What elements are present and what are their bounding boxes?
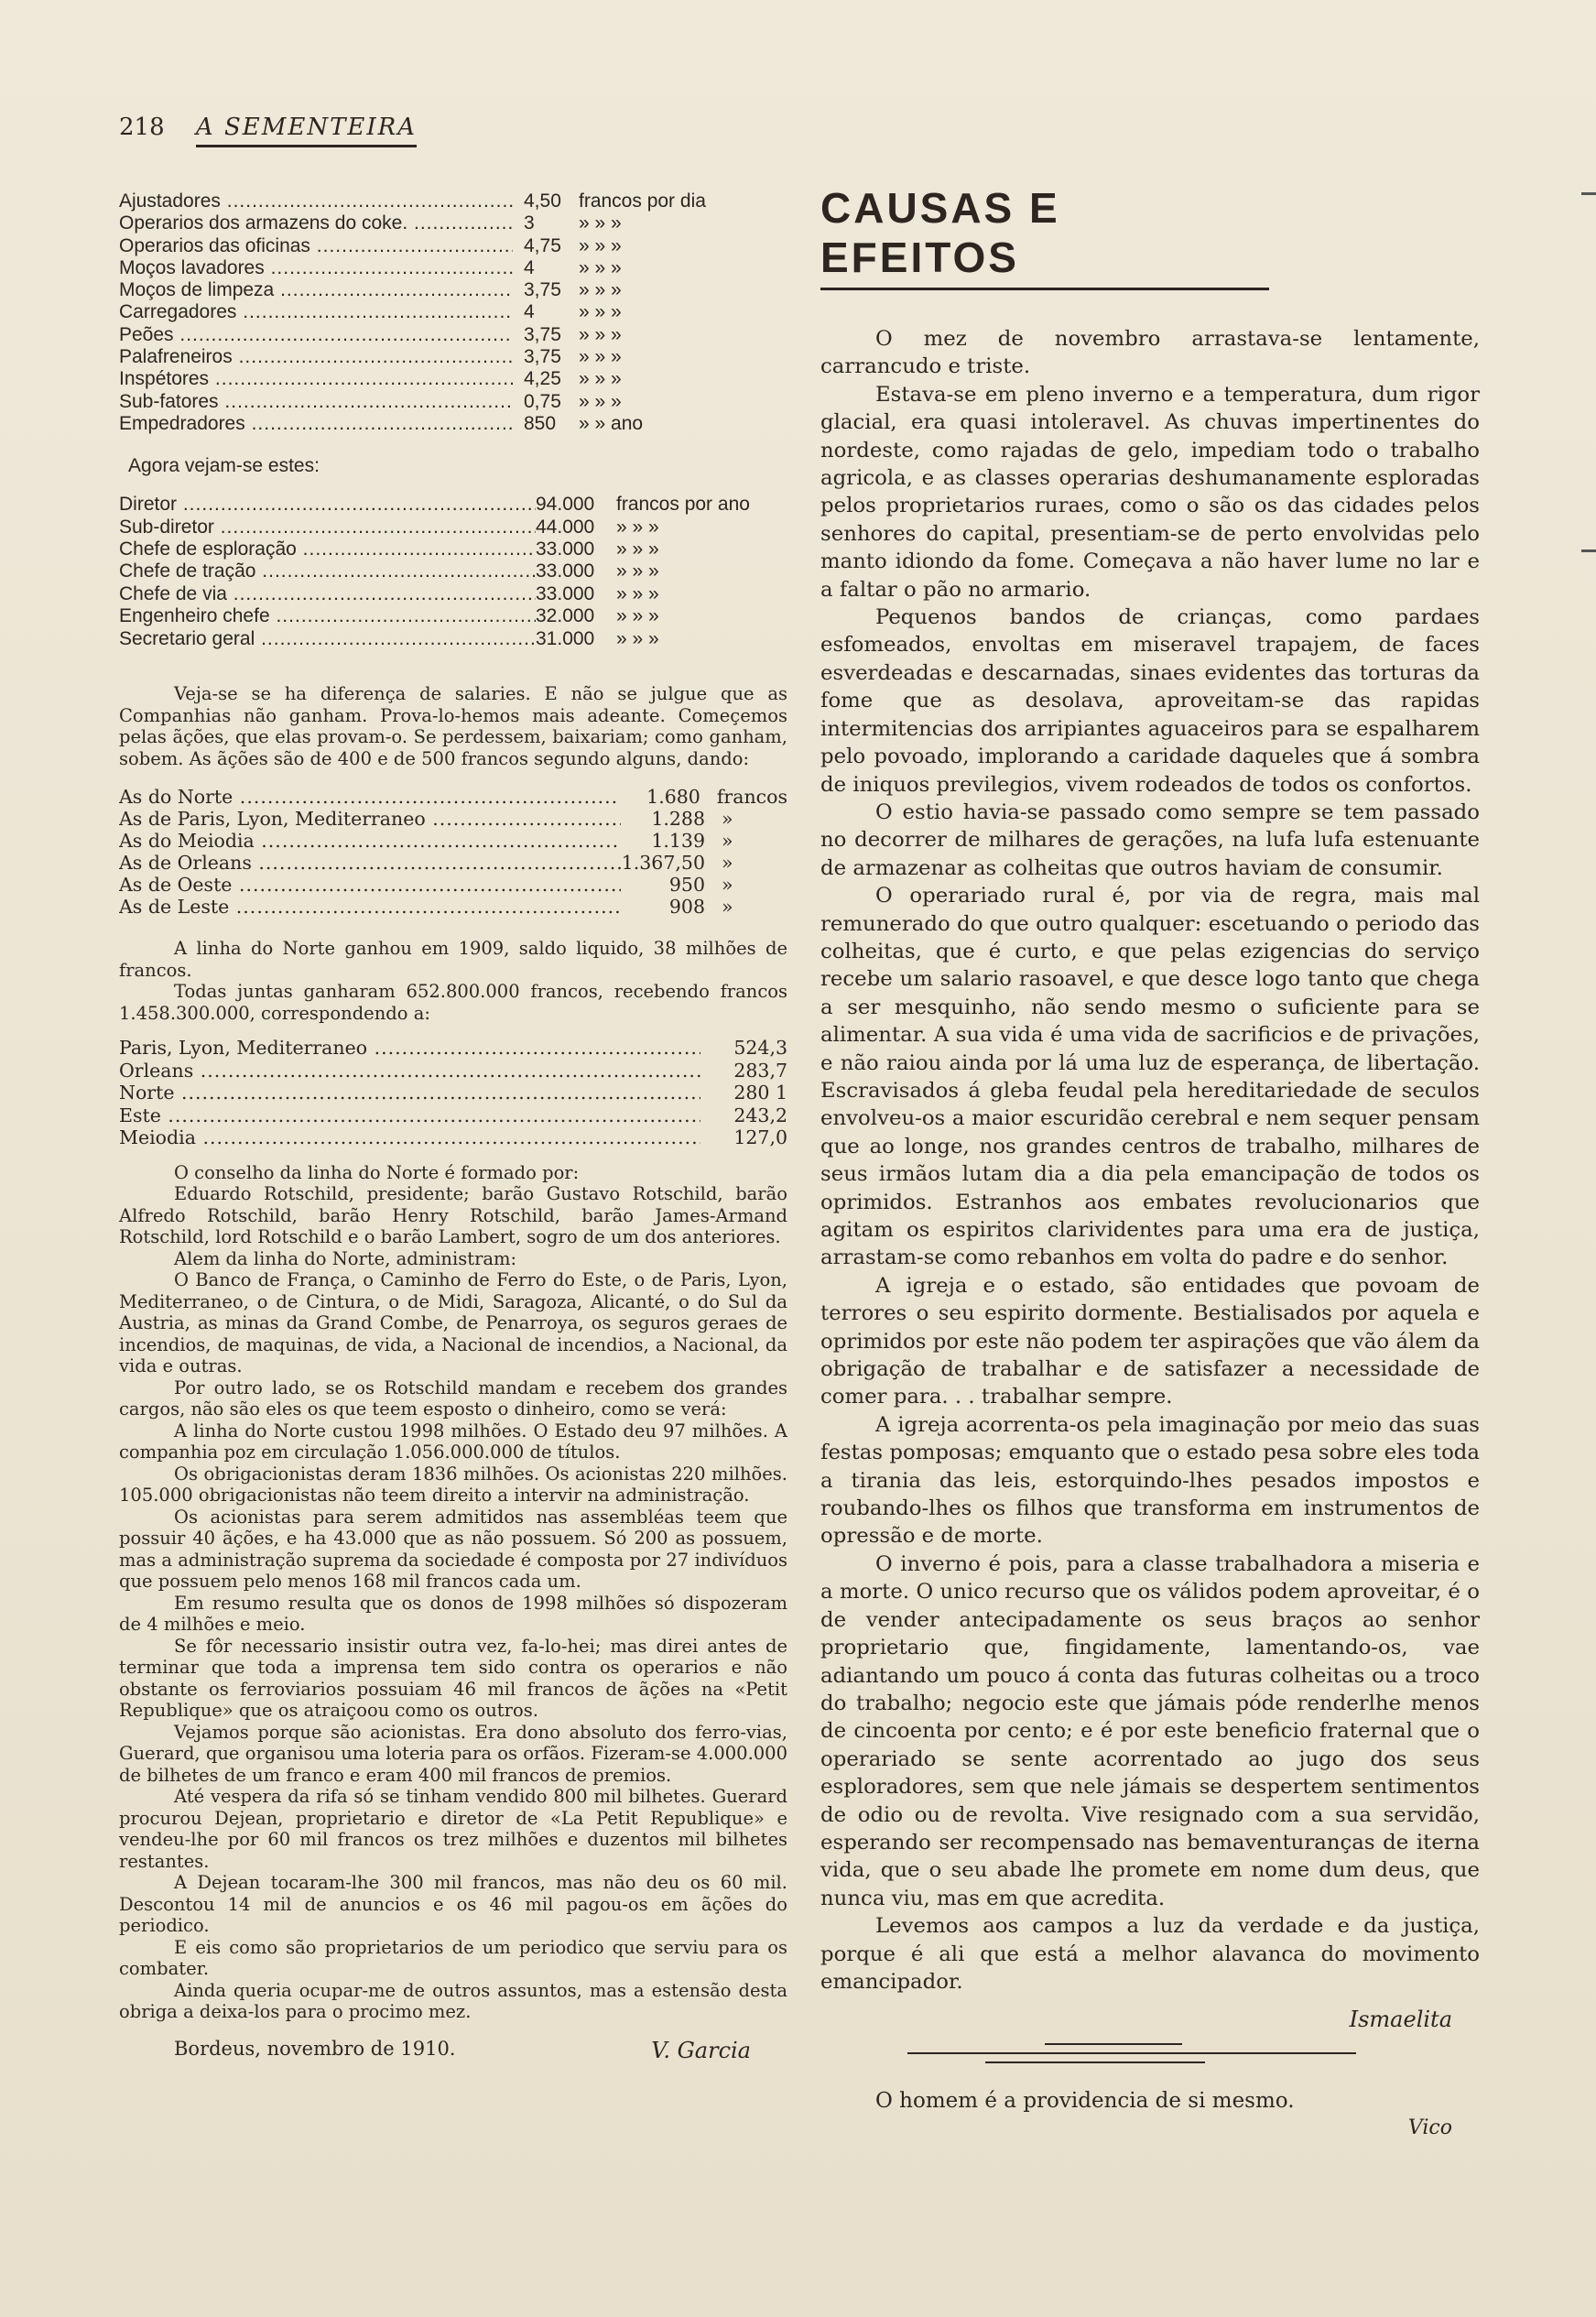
- author-signature: V. Garcia: [651, 2037, 751, 2063]
- wage-row: [119, 257, 787, 279]
- row-value: 4,50: [524, 190, 561, 212]
- page-header: [119, 114, 417, 141]
- row-unit: » » »: [579, 279, 622, 301]
- row-label: As de Paris, Lyon, Mediterraneo .....: [119, 808, 621, 830]
- earnings-row: [119, 1037, 787, 1060]
- salary-table: [119, 494, 787, 650]
- railway-row: [119, 786, 787, 808]
- row-value: 283,7: [733, 1059, 787, 1082]
- wage-row: [119, 368, 787, 390]
- wage-row: [119, 413, 787, 435]
- row-unit: francos: [716, 786, 787, 809]
- left-paragraph: Os obrigacionistas deram 1836 milhões. Os acionistas 220 milhões. 105.000 obrigacionistas não teem direito a intervir na administração.: [119, 1463, 787, 1507]
- row-unit: » » »: [616, 627, 659, 649]
- row-value: 33.000: [536, 560, 595, 582]
- row-label: As de Orleans .....: [119, 852, 621, 874]
- row-value: 1.680: [646, 786, 700, 809]
- row-unit: »: [722, 808, 733, 831]
- left-paragraph: Vejamos porque são acionistas. Era dono absoluto dos ferro-vias, Guerard, que organisou uma loteria para os orfãos. Fizeram-se 4.000.000 de bilhetes de um franco e eram 400 mil francos de premios.: [119, 1721, 787, 1786]
- article-paragraph: O inverno é pois, para a classe trabalhadora a miseria e a morte. O unico recurso que os válidos podem aproveitar, é o de vender antecipadamente os seus braços ao senhor proprietario que, fingidamente, lamentando-os, vae adiantando um pouco á conta das futuras colheitas ou a troco do trabalho; negocio este que jámais póde renderlhe menos de cincoenta por cento; e é por este beneficio fraternal que o operariado se sente acorrentado ao jugo dos seus esploradores, sem que nele jámais se despertem sentimentos de odio ou de revolta. Vive resignado com a sua servidão, esperando ser recompensado nas bemaventuranças de iterna vida, que o seu abade lhe promete em nome dum deus, que nunca viu, mas em que acredita.: [820, 1551, 1480, 1910]
- row-unit: » » »: [579, 212, 622, 234]
- row-value: 1.288: [651, 808, 705, 831]
- row-value: 33.000: [536, 582, 595, 604]
- row-label: Engenheiro chefe .....: [119, 605, 536, 627]
- row-unit: » » ano: [579, 412, 644, 434]
- row-label: Chefe de esploração .....: [119, 538, 536, 560]
- salary-row: [119, 605, 787, 627]
- row-unit: » » »: [579, 301, 622, 323]
- row-value: 127,0: [733, 1126, 787, 1149]
- row-value: 4,75: [524, 234, 561, 256]
- earnings-row: [119, 1082, 787, 1104]
- left-paragraph: O conselho da linha do Norte é formado por:: [174, 1161, 580, 1183]
- left-column: [119, 190, 787, 2063]
- row-value: 33.000: [536, 538, 595, 560]
- row-label: Inspétores .....: [119, 368, 513, 390]
- row-label: Carregadores .....: [119, 301, 513, 323]
- wage-row: [119, 301, 787, 323]
- left-paragraph: Até vespera da rifa só se tinham vendido 800 mil bilhetes. Guerard procurou Dejean, proprietario e diretor de «La Petit Republique» e vendeu-lhe por 60 mil francos os trez milhões e duzentos mil bilhetes restantes.: [119, 1786, 787, 1872]
- paragraph-total: Todas juntas ganharam 652.800.000 francos, recebendo francos 1.458.300.000, correspondendo a:: [119, 981, 787, 1024]
- row-unit: » » »: [579, 390, 622, 412]
- earnings-row: [119, 1126, 787, 1149]
- row-label: Operarios das oficinas .....: [119, 235, 513, 257]
- right-column: [820, 183, 1480, 2139]
- left-paragraph: Eduardo Rotschild, presidente; barão Gustavo Rotschild, barão Alfredo Rotschild, barão Henry Rotschild, barão James-Armand Rotschild, lord Rotschild e o barão Lambert, sogro de um dos anteriores.: [119, 1183, 787, 1248]
- left-article-body: [119, 1162, 787, 2023]
- row-value: 3,75: [524, 346, 561, 368]
- wage-row: [119, 212, 787, 234]
- row-unit: » » »: [579, 234, 622, 256]
- row-label: Chefe de tração .....: [119, 560, 536, 582]
- railway-row: [119, 874, 787, 896]
- row-unit: » » »: [616, 560, 659, 582]
- railway-row: [119, 896, 787, 918]
- railway-row: [119, 830, 787, 852]
- article-paragraph: A igreja e o estado, são entidades que povoam de terrores o seu espirito dormente. Bestialisados por aquela e oprimidos por este não podem ter aspirações que vão álem da obrigação de trabalhar e de satisfazer a necessidade de comer para. . . trabalhar sempre.: [820, 1273, 1480, 1409]
- row-value: 4,25: [524, 368, 561, 390]
- article-paragraph: O estio havia-se passado como sempre se tem passado no decorrer de milhares de gerações, na lufa lufa estenuante de armazenar as colheitas que outros haviam de consumir.: [820, 800, 1480, 880]
- wage-row: [119, 190, 787, 212]
- row-label: Empedradores .....: [119, 413, 513, 435]
- row-unit: » » »: [616, 516, 659, 538]
- separator-rules: [820, 2040, 1480, 2076]
- wage-row: [119, 391, 787, 413]
- row-label: Moços lavadores .....: [119, 257, 513, 279]
- left-paragraph: A Dejean tocaram-lhe 300 mil francos, mas não deu os 60 mil. Descontou 14 mil de anuncios e os 46 mil pagou-os em ãções do periodico.: [119, 1872, 787, 1937]
- earnings-row: [119, 1104, 787, 1127]
- row-value: 950: [668, 874, 705, 897]
- row-label: Sub-fatores .....: [119, 391, 513, 413]
- right-article-body: [820, 325, 1480, 1996]
- row-unit: » » »: [616, 538, 659, 560]
- row-unit: »: [722, 874, 733, 897]
- row-unit: » » »: [579, 368, 622, 390]
- row-value: 280 1: [733, 1082, 787, 1104]
- left-paragraph: O Banco de França, o Caminho de Ferro do Este, o de Paris, Lyon, Mediterraneo, o de Cintura, o de Midi, Saragoza, Alicanté, o do Sul da Austria, as minas da Grand Combe, de Penarroya, os seguros geraes de incendios, de maquinas, de vida, a Nacional de incendios, a Nacional, da vida e outras.: [119, 1269, 787, 1377]
- row-label: Diretor .....: [119, 494, 536, 516]
- wage-row: [119, 279, 787, 301]
- row-value: 3,75: [524, 323, 561, 345]
- row-value: 32.000: [536, 605, 595, 627]
- earnings-table: [119, 1037, 787, 1149]
- wage-row: [119, 324, 787, 346]
- row-unit: » » »: [616, 605, 659, 627]
- rule-bottom: [985, 2061, 1205, 2063]
- row-unit: »: [722, 852, 733, 875]
- paragraph-shares: Veja-se se ha diferença de salaries. E não se julgue que as Companhias não ganham. Prova-lo-hemos mais adeante. Começemos pelas ãções, que elas provam-o. Se perdessem, baixariam; como ganham, sobem. As ãções são de 400 e de 500 francos segundo alguns, dando:: [119, 683, 787, 769]
- row-value: 44.000: [536, 516, 595, 538]
- place-date: Bordeus, novembro de 1910.: [174, 2037, 456, 2060]
- salary-row: [119, 560, 787, 582]
- salary-row: [119, 538, 787, 560]
- salary-row: [119, 517, 787, 538]
- row-unit: »: [722, 830, 733, 853]
- article-title: CAUSAS E EFEITOS: [820, 183, 1269, 290]
- row-label: Orleans .....: [119, 1060, 700, 1082]
- row-label: Paris, Lyon, Mediterraneo .....: [119, 1037, 700, 1060]
- left-signature-row: [119, 2038, 787, 2063]
- left-paragraph: Os acionistas para serem admitidos nas assembléas teem que possuir 40 ãções, e ha 43.000 que as não possuem. Só 200 as possuem, mas a administração suprema da sociedade é composta por 27 indivíduos que possuem pelo menos 168 mil francos cada um.: [119, 1506, 787, 1593]
- article-paragraph: Levemos aos campos a luz da verdade e da justiça, porque é ali que está a melhor alavanca do movimento emancipador.: [820, 1914, 1480, 1994]
- salaries-intro: Agora vejam-se estes:: [128, 455, 320, 477]
- row-value: 850: [524, 412, 557, 434]
- railway-shares-table: [119, 786, 787, 918]
- earnings-row: [119, 1060, 787, 1082]
- row-label: Operarios dos armazens do coke. .....: [119, 212, 513, 234]
- row-label: As do Norte .....: [119, 786, 617, 808]
- row-label: Este .....: [119, 1104, 700, 1127]
- article-paragraph: A igreja acorrenta-os pela imaginação por meio das suas festas pomposas; emquanto que o estado pesa sobre eles toda a tirania das leis, estorquindo-lhes pesados impostos e roubando-lhes os filhos que transforma em instrumentos de opressão e de morte.: [820, 1412, 1480, 1549]
- paragraph-north-line: A linha do Norte ganhou em 1909, saldo liquido, 38 milhões de francos.: [119, 938, 787, 981]
- left-paragraph: Por outro lado, se os Rotschild mandam e recebem dos grandes cargos, não são eles os que teem esposto o dinheiro, como se verá:: [119, 1376, 787, 1420]
- row-value: 31.000: [536, 627, 595, 649]
- row-label: Ajustadores .....: [119, 190, 513, 212]
- wage-row: [119, 235, 787, 257]
- row-unit: francos por dia: [579, 190, 706, 212]
- railway-row: [119, 808, 787, 830]
- closing-quote: O homem é a providencia de si mesmo.: [875, 2089, 1295, 2114]
- row-label: Palafreneiros .....: [119, 346, 513, 368]
- left-paragraph: Em resumo resulta que os donos de 1998 milhões só dispozeram de 4 milhões e meio.: [119, 1592, 787, 1636]
- row-label: Secretario geral .....: [119, 628, 536, 650]
- row-value: 94.000: [536, 494, 595, 516]
- row-label: As de Leste .....: [119, 896, 621, 918]
- quote-author: Vico: [1407, 2116, 1452, 2140]
- row-label: As do Meiodia .....: [119, 830, 621, 852]
- row-label: Moços de limpeza .....: [119, 279, 513, 301]
- row-value: 1.139: [651, 830, 705, 853]
- row-label: Sub-diretor .....: [119, 517, 536, 538]
- article-author: Ismaelita: [1349, 2007, 1452, 2033]
- row-label: Meiodia .....: [119, 1126, 700, 1149]
- edge-mark: [1581, 192, 1596, 195]
- rule-main: [907, 2052, 1356, 2054]
- left-paragraph: A linha do Norte custou 1998 milhões. O Estado deu 97 milhões. A companhia poz em circulação 1.056.000.000 de títulos.: [119, 1420, 787, 1463]
- row-unit: »: [722, 896, 733, 919]
- salary-row: [119, 628, 787, 650]
- wage-table: [119, 190, 787, 435]
- row-label: Norte .....: [119, 1082, 700, 1104]
- row-value: 4: [524, 256, 535, 278]
- left-paragraph: Ainda queria ocupar-me de outros assuntos, mas a estensão desta obriga a deixa-los para o procimo mez.: [119, 1979, 787, 2023]
- row-label: Chefe de via .....: [119, 583, 536, 605]
- left-paragraph: Se fôr necessario insistir outra vez, fa-lo-hei; mas direi antes de terminar que toda a imprensa tem sido contra os operarios e não obstante os ferroviarios possuiam 46 mil francos de ãções na «Petit Republique» que os atraiçoou como os outros.: [119, 1635, 787, 1722]
- salary-row: [119, 583, 787, 605]
- row-unit: » » »: [579, 346, 622, 368]
- rule-top: [1045, 2043, 1182, 2045]
- row-value: 3,75: [524, 279, 561, 301]
- row-unit: » » »: [579, 256, 622, 278]
- row-unit: » » »: [579, 323, 622, 345]
- row-value: 908: [668, 896, 705, 919]
- article-paragraph: O mez de novembro arrastava-se lentamente, carrancudo e triste.: [820, 327, 1480, 379]
- journal-title: A SEMENTEIRA: [196, 114, 417, 147]
- railway-row: [119, 852, 787, 874]
- article-paragraph: O operariado rural é, por via de regra, mais mal remunerado do que outro qualquer: escetuando o periodo das colheitas, que é curto, e que pelas ezigencias do serviço recebe um salario rasoavel, e que desce logo tanto que chega a ser mesquinho, não sendo mesmo o suficiente para se alimentar. A sua vida é uma vida de sacrificios e de privações, e não raiou ainda por lá uma luz de esperança, de libertação. Escravisados á gleba feudal pela hereditariedade de seculos envolveu-os a maior escuridão cerebral e nem sequer pensam que ao longe, nos grandes centros de trabalho, milhares de seus irmãos lutam dia a dia pela emancipação de todos os oprimidos. Estranhos aos embates revolucionarios que agitam os espiritos clarividentes para uma era de justiça, arrastam-se como rebanhos em volta do padre e do senhor.: [820, 884, 1480, 1270]
- row-value: 524,3: [733, 1037, 787, 1060]
- edge-mark: [1581, 549, 1596, 552]
- row-value: 1.367,50: [621, 852, 705, 875]
- row-unit: francos por ano: [616, 494, 750, 516]
- row-value: 0,75: [524, 390, 561, 412]
- article-paragraph: Estava-se em pleno inverno e a temperatura, dum rigor glacial, era quasi intoleravel. As chuvas impertinentes do nordeste, como rajadas de gelo, impediam todo o trabalho agricola, e as classes operarias deshumanamente esploradas pelos proprietarios ruraes, como o são os das cidades pelos senhores do capital, presentiam-se de perto envolvidas pelo manto idiondo da fome. Começava a não haver lume no lar e a faltar o pão no armario.: [820, 382, 1480, 602]
- row-value: 3: [524, 212, 535, 234]
- row-value: 4: [524, 301, 535, 323]
- left-paragraph: Alem da linha do Norte, administram:: [174, 1247, 517, 1269]
- wage-row: [119, 346, 787, 368]
- row-value: 243,2: [733, 1104, 787, 1126]
- row-label: Peões .....: [119, 324, 513, 346]
- page-number: 218: [119, 114, 165, 141]
- row-label: As de Oeste .....: [119, 874, 621, 896]
- row-unit: » » »: [616, 582, 659, 604]
- salary-row: [119, 494, 787, 516]
- left-paragraph: E eis como são proprietarios de um periodico que serviu para os combater.: [119, 1936, 787, 1980]
- article-paragraph: Pequenos bandos de crianças, como pardaes esfomeados, envoltas em miseravel trapajem, de faces esverdeadas e descarnadas, sinaes evidentes das torturas da fome que as desolava, aproveitam-se das rapidas intermitencias dos arripiantes aguaceiros para se espalharem pelo povoado, implorando a caridade daqueles que á sombra de iniquos previlegios, vivem rodeados de todos os confortos.: [820, 605, 1480, 797]
